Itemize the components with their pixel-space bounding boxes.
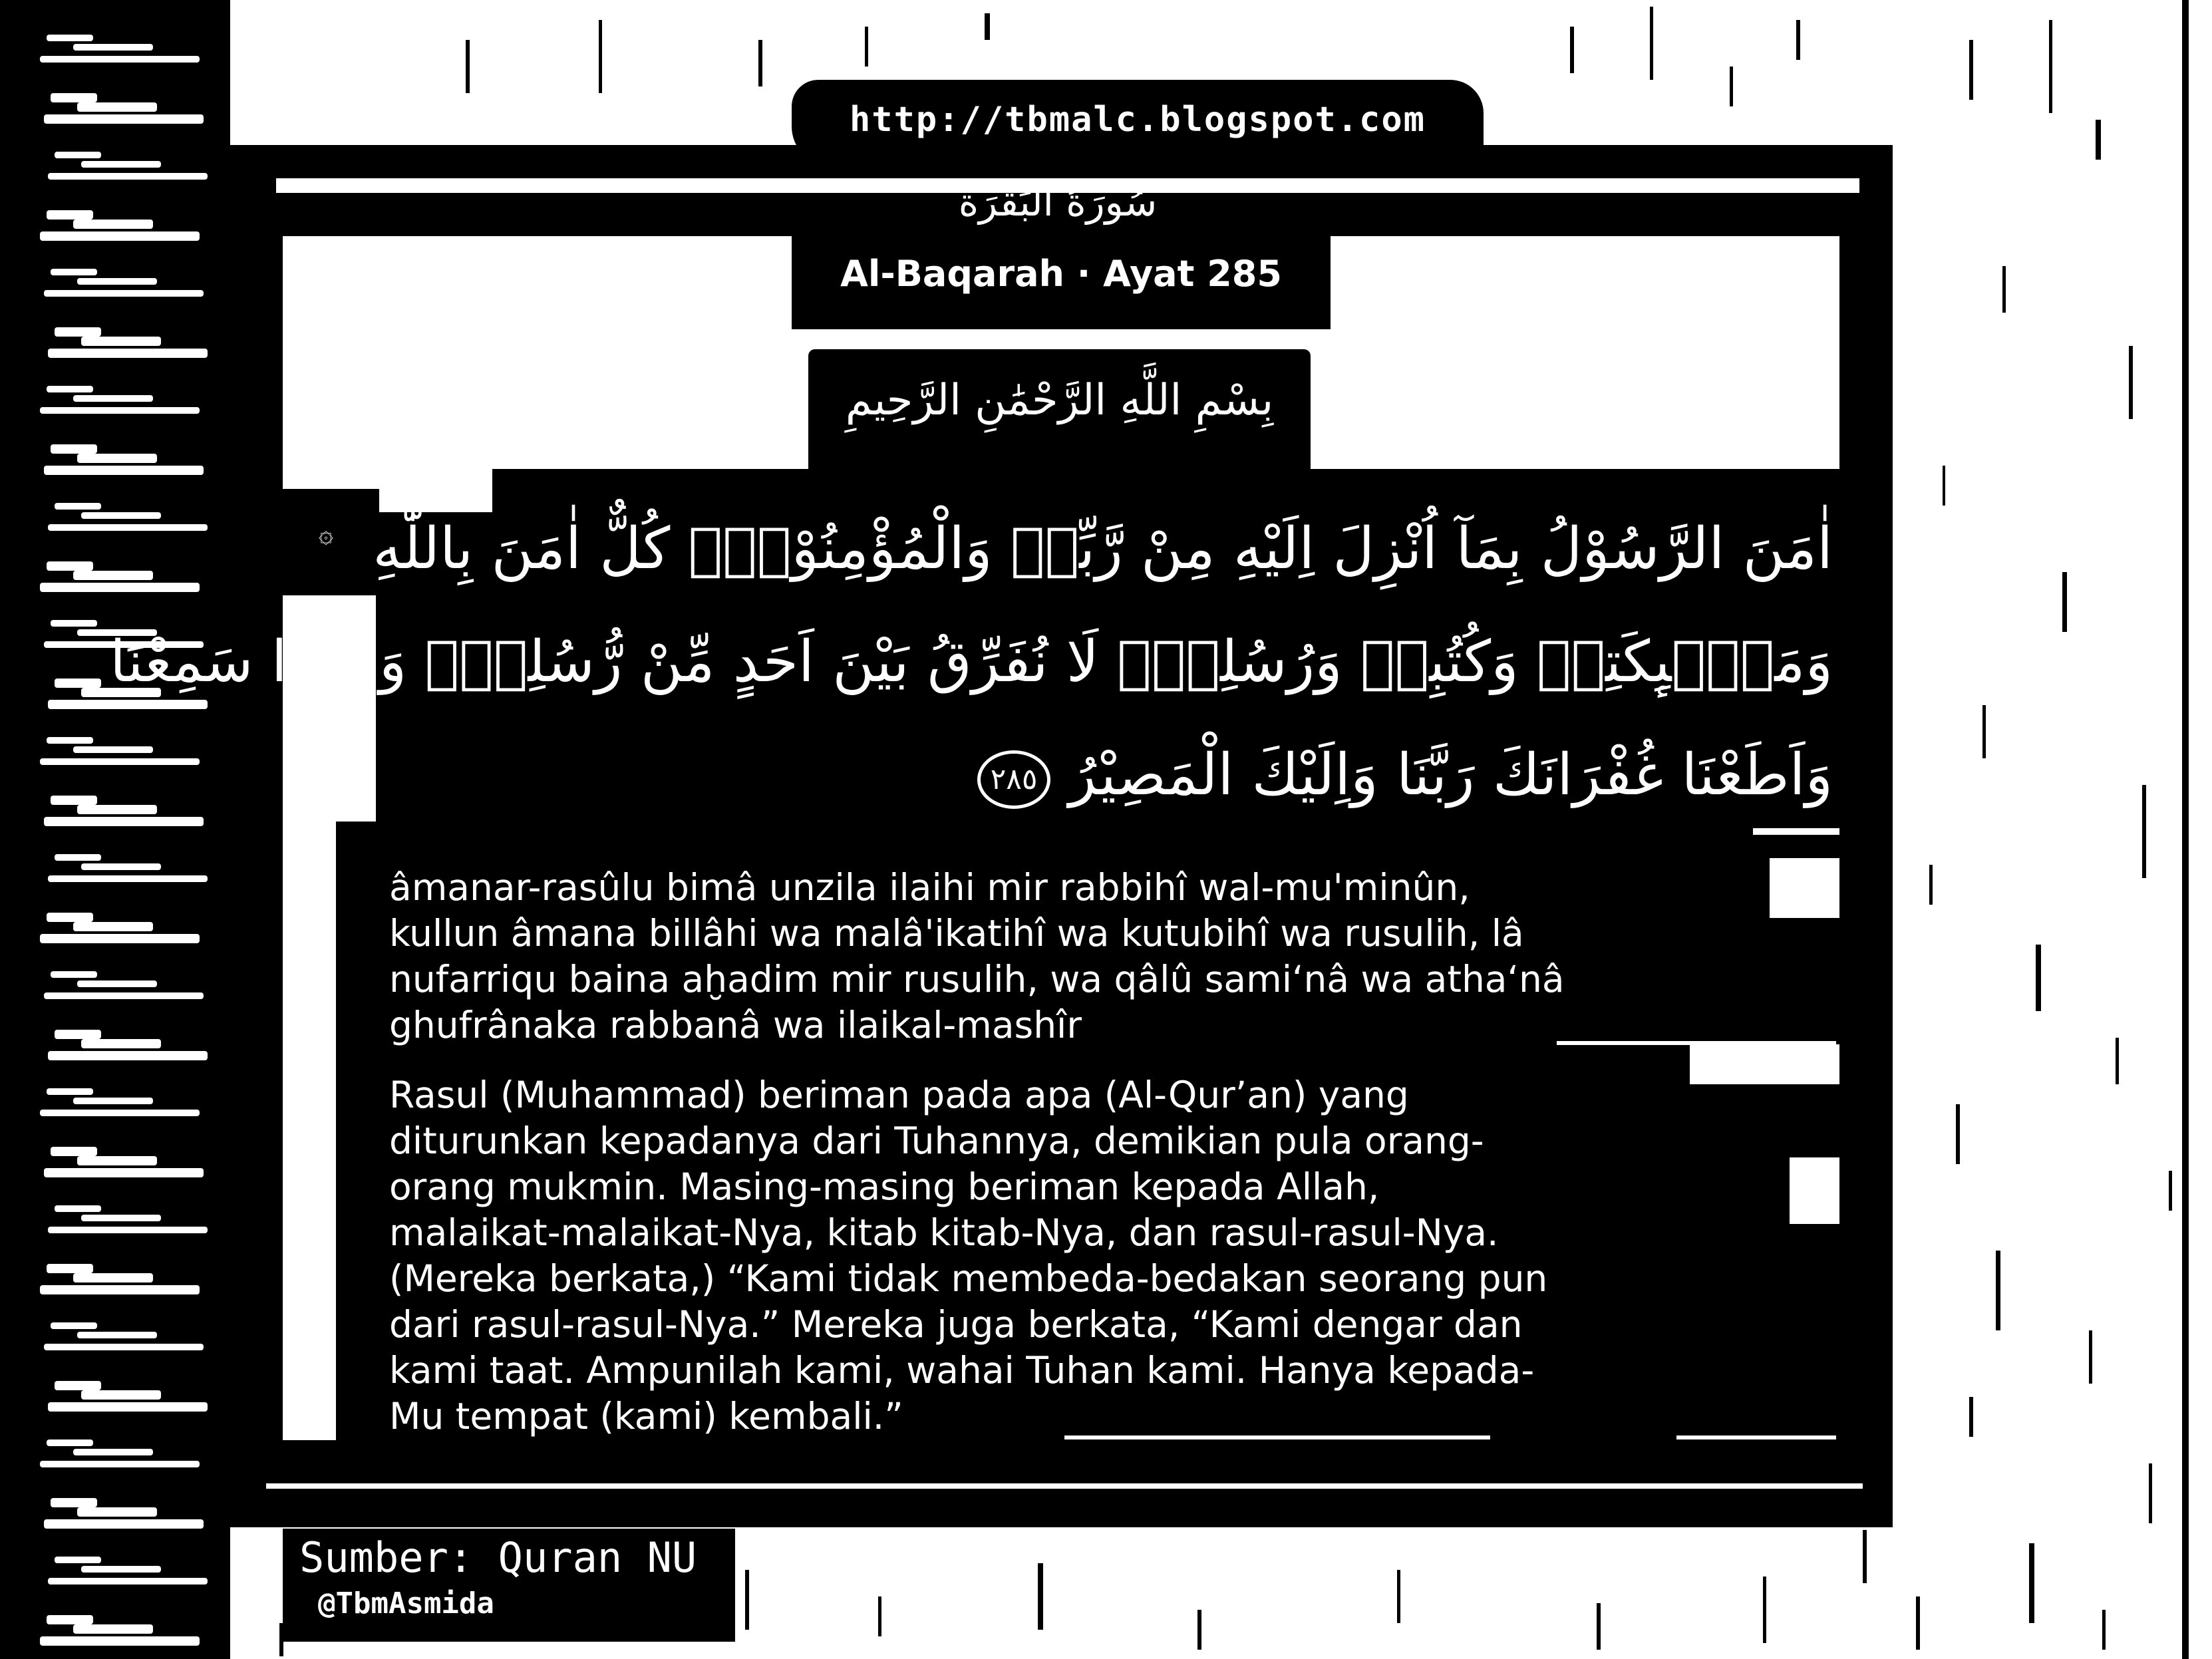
noise-speck bbox=[878, 1596, 881, 1636]
noise-speck bbox=[2149, 1463, 2152, 1523]
noise-speck bbox=[1650, 7, 1653, 80]
source-credit: Sumber: Quran NU bbox=[299, 1533, 697, 1582]
box-notch bbox=[1770, 858, 1839, 918]
film-strip-border bbox=[0, 0, 239, 1659]
ayah-number-badge: ٢٨٥ bbox=[977, 750, 1050, 809]
surah-calligraphy: سُورَةُ البَقَرَة bbox=[958, 180, 1158, 225]
divider-rule bbox=[1676, 1435, 1836, 1439]
noise-speck bbox=[1730, 67, 1733, 106]
noise-speck bbox=[1969, 40, 1973, 100]
noise-speck bbox=[985, 13, 990, 40]
noise-speck bbox=[2036, 945, 2041, 1011]
transliteration-line: nufarriqu baina aḫadim mir rusulih, wa qâlû sami‘nâ wa atha‘nâ bbox=[389, 958, 1565, 1000]
arabic-line-3-text: وَاَطَعْنَا غُفْرَانَكَ رَبَّنَا وَاِلَيْكَ الْمَصِيْرُ bbox=[1068, 742, 1833, 808]
transliteration-line: âmanar-rasûlu bimâ unzila ilaihi mir rabbihî wal-mu'minûn, bbox=[389, 866, 1470, 909]
noise-speck bbox=[2029, 1543, 2034, 1623]
noise-speck bbox=[1969, 1397, 1973, 1437]
translation-line: kami taat. Ampunilah kami, wahai Tuhan kami. Hanya kepada- bbox=[389, 1349, 1535, 1392]
noise-speck bbox=[2129, 346, 2133, 419]
transliteration-line: ghufrânaka rabbanâ wa ilaikal-mashîr bbox=[389, 1004, 1082, 1046]
arabic-line-3 bbox=[506, 742, 1833, 809]
author-handle[interactable]: @TbmAsmida bbox=[318, 1586, 494, 1620]
noise-speck bbox=[2116, 1038, 2119, 1084]
translation-line: orang mukmin. Masing-masing beriman kepada Allah, bbox=[389, 1165, 1380, 1208]
noise-speck bbox=[2002, 266, 2006, 313]
noise-speck bbox=[1916, 1596, 1920, 1650]
noise-speck bbox=[1570, 27, 1574, 73]
basmala-calligraphy: بِسْمِ اللَّهِ الرَّحْمَٰنِ الرَّحِيمِ bbox=[845, 376, 1274, 425]
page-title: Al-Baqarah · Ayat 285 bbox=[840, 253, 1282, 295]
box-notch bbox=[1790, 1157, 1839, 1224]
noise-speck bbox=[1929, 865, 1933, 905]
noise-speck bbox=[1763, 1577, 1766, 1643]
noise-speck bbox=[2102, 1610, 2106, 1650]
divider-rule bbox=[1064, 1435, 1490, 1439]
noise-speck bbox=[1943, 466, 1945, 506]
noise-speck bbox=[1982, 705, 1986, 758]
noise-speck bbox=[466, 40, 470, 93]
transliteration bbox=[389, 865, 1565, 1048]
noise-speck bbox=[1796, 20, 1800, 60]
noise-speck bbox=[1038, 1563, 1043, 1630]
noise-speck bbox=[1996, 1251, 2000, 1330]
noise-speck bbox=[2096, 120, 2101, 160]
translation-line: malaikat-malaikat-Nya, kitab kitab-Nya, dan rasul-rasul-Nya. bbox=[389, 1211, 1499, 1254]
noise-speck bbox=[758, 40, 762, 86]
translation-line: Rasul (Muhammad) beriman pada apa (Al-Qur’an) yang bbox=[389, 1074, 1409, 1116]
divider-rule bbox=[1557, 1041, 1836, 1045]
noise-speck bbox=[599, 20, 602, 93]
noise-speck bbox=[865, 27, 868, 67]
translation-line: Mu tempat (kami) kembali.” bbox=[389, 1395, 903, 1437]
noise-speck bbox=[2142, 785, 2146, 878]
noise-speck bbox=[2049, 20, 2052, 113]
noise-speck bbox=[1863, 1530, 1867, 1583]
box-notch bbox=[1690, 1044, 1839, 1084]
noise-speck bbox=[1397, 1570, 1400, 1623]
blog-url[interactable]: http://tbmalc.blogspot.com bbox=[850, 100, 1426, 140]
translation-line: diturunkan kepadanya dari Tuhannya, demikian pula orang- bbox=[389, 1120, 1484, 1162]
noise-speck bbox=[1597, 1603, 1601, 1650]
noise-speck bbox=[1956, 1104, 1960, 1164]
noise-speck bbox=[1197, 1610, 1201, 1650]
noise-speck bbox=[2062, 572, 2067, 632]
arabic-line-2: وَمَلٰۤىِٕكَتِهٖ وَكُتُبِهٖ وَرُسُلِهٖۗ لَا نُفَرِّقُ بَيْنَ اَحَدٍ مِّنْ رُّسُلِهٖۗ وَقَالُوْا سَمِعْنَا bbox=[110, 629, 1833, 695]
translation-line: (Mereka berkata,) “Kami tidak membeda-bedakan seorang pun bbox=[389, 1257, 1548, 1300]
noise-speck bbox=[2182, 0, 2189, 1659]
translation bbox=[389, 1072, 1547, 1439]
transliteration-line: kullun âmana billâhi wa malâ'ikatihî wa kutubihî wa rusulih, lâ bbox=[389, 912, 1524, 955]
noise-speck bbox=[2169, 1171, 2172, 1211]
noise-speck bbox=[745, 1570, 749, 1630]
arabic-line-1: اٰمَنَ الرَّسُوْلُ بِمَآ اُنْزِلَ اِلَيْهِ مِنْ رَّبِّهٖ وَالْمُؤْمِنُوْنَۗ كُلٌّ اٰمَنَ بِاللّٰهِ bbox=[373, 516, 1833, 582]
noise-speck bbox=[2089, 1330, 2092, 1384]
translation-line: dari rasul-rasul-Nya.” Mereka juga berkata, “Kami dengar dan bbox=[389, 1303, 1523, 1346]
ornament-icon: ۞ bbox=[318, 519, 334, 548]
frame-bottom-rule bbox=[266, 1483, 1863, 1489]
